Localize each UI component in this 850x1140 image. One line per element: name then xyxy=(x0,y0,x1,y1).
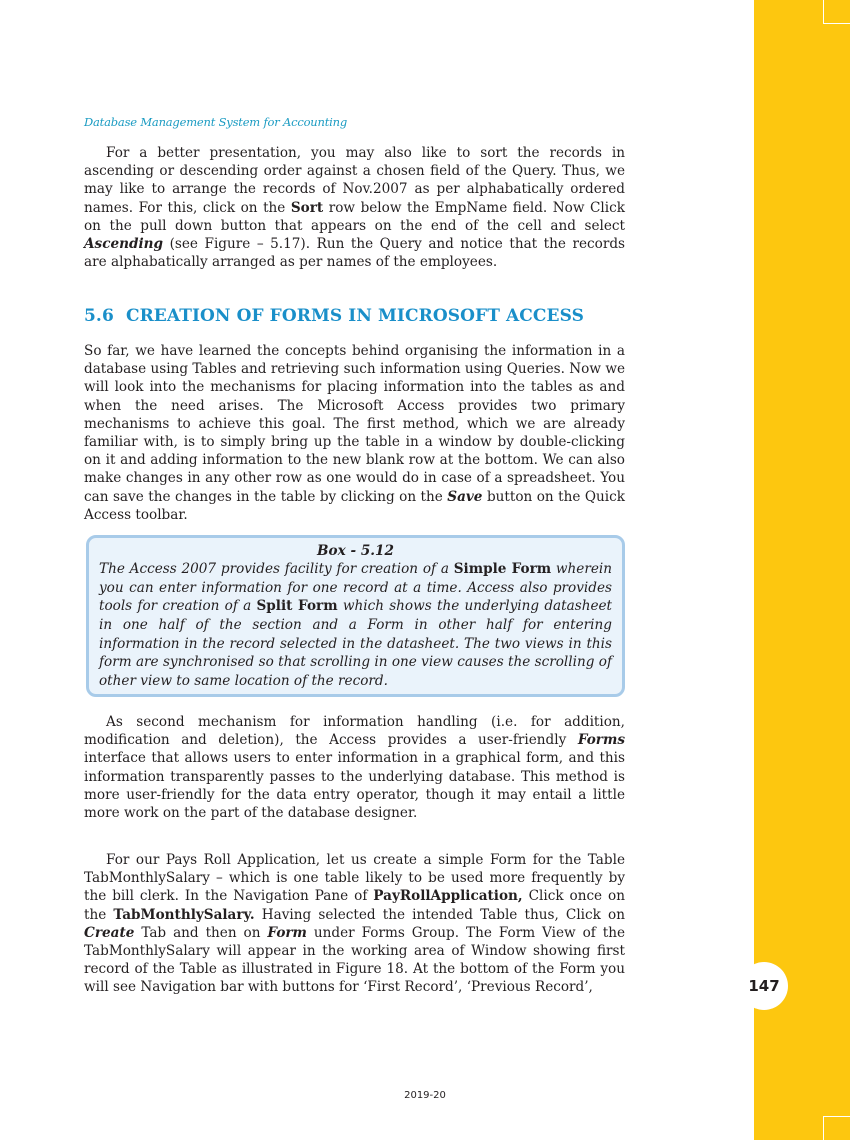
page-number: 147 xyxy=(740,962,788,1010)
running-head: Database Management System for Accounting xyxy=(84,115,347,129)
save-term: Save xyxy=(447,488,483,505)
ascending-term: Ascending xyxy=(84,236,164,253)
footer-year: 2019-20 xyxy=(404,1090,446,1101)
tabmonthlysalary-term: TabMonthlySalary. xyxy=(113,906,255,923)
info-box xyxy=(86,535,625,697)
form-term: Form xyxy=(267,924,307,941)
paragraph-forms-mechanism: As second mechanism for information handling (i.e. for addition, modification and deletion), the Access provides a user-friendly Forms interface that allows users to enter information in a graphical form, and this information transparently passes to the underlying database. This method is more user-friendly for the data entry operator, though it may entail a little more work on the part of the database designer. xyxy=(84,714,625,822)
paragraph-forms-intro: So far, we have learned the concepts behind organising the information in a database using Tables and retrieving such information using Queries. Now we will look into the mechanisms for placing information into the tables as and when the need arises. The Microsoft Access provides two primary mechanisms to achieve this goal. The first method, which we are already familiar with, is to simply bring up the table in a window by double-clicking on it and adding information to the new blank row at the bottom. We can also make changes in any other row as one would do in case of a spreadsheet. You can save the changes in the table by clicking on the Save button on the Quick Access toolbar. xyxy=(84,343,625,523)
crop-mark-top xyxy=(823,0,850,24)
paragraph-sort-records: For a better presentation, you may also like to sort the records in ascending or descending order against a chosen field of the Query. Thus, we may like to arrange the records of Nov.2007 as per alphabatically ordered names. For this, click on the Sort row below the EmpName field. Now Click on the pull down button that appears on the end of the cell and select Ascending (see Figure – 5.17). Run the Query and notice that the records are alphabatically arranged as per names of the employees. xyxy=(84,145,625,271)
crop-mark-bottom xyxy=(823,1116,850,1140)
section-title: CREATION OF FORMS IN MICROSOFT ACCESS xyxy=(125,306,584,326)
simple-form-term: Simple Form xyxy=(453,561,552,578)
section-heading xyxy=(84,306,644,326)
paragraph-create-form: For our Pays Roll Application, let us create a simple Form for the Table TabMonthlySalary – which is one table likely to be used more frequently by the bill clerk. In the Navigation Pane of PayRollApplication, Click once on the TabMonthlySalary. Having selected the intended Table thus, Click on Create Tab and then on Form under Forms Group. The Form View of the TabMonthlySalary will appear in the working area of Window showing first record of the Table as illustrated in Figure 18. At the bottom of the Form you will see Navigation bar with buttons for ‘First Record’, ‘Previous Record’, xyxy=(84,852,625,996)
section-number: 5.6 xyxy=(84,306,114,326)
create-term: Create xyxy=(84,924,135,941)
split-form-term: Split Form xyxy=(256,598,338,615)
payrollapplication-term: PayRollApplication, xyxy=(373,888,523,905)
forms-term: Forms xyxy=(577,732,625,749)
box-text: The Access 2007 provides facility for creation of a Simple Form wherein you can enter information for one record at a time. Access also provides tools for creation of a Split Form which shows the underlying datasheet in one half of the section and a Form in other half for entering information in the record selected in the datasheet. The two views in this form are synchronised so that scrolling in one view causes the scrolling of other view to same location of the record. xyxy=(99,561,612,689)
box-title: Box - 5.12 xyxy=(317,543,394,559)
sort-term: Sort xyxy=(290,199,324,216)
